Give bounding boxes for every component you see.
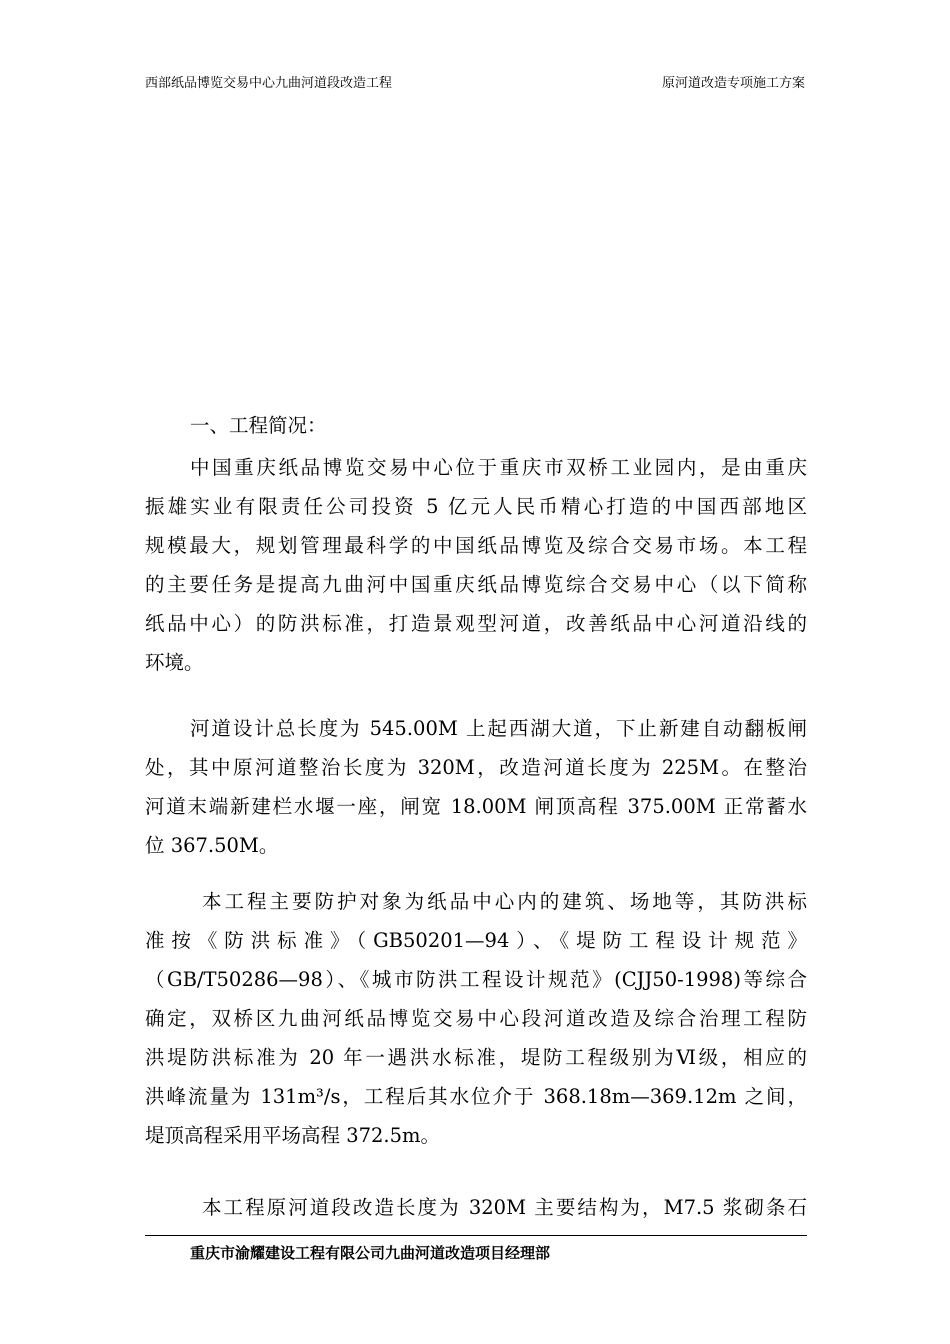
header-project-title: 西部纸品博览交易中心九曲河道段改造工程: [145, 76, 393, 91]
paragraph-line: 洪堤防洪标准为 20 年一遇洪水标准，堤防工程级别为Ⅵ级，相应的: [145, 1046, 807, 1069]
paragraph-line: 准按《防洪标准》（GB50201—94）、《堤防工程设计规范》: [145, 929, 807, 952]
paragraph-line: 中国重庆纸品博览交易中心位于重庆市双桥工业园内，是由重庆: [190, 456, 807, 479]
paragraph-2: [145, 709, 807, 865]
paragraph-line: （GB/T50286—98）、《城市防洪工程设计规范》(CJJ50-1998)等综合: [145, 968, 807, 991]
paragraph-3: [145, 882, 807, 1155]
footer-divider: [145, 1235, 807, 1236]
paragraph-line: 的主要任务是提高九曲河中国重庆纸品博览综合交易中心（以下简称: [145, 573, 807, 596]
paragraph-line: 河道设计总长度为 545.00M 上起西湖大道，下止新建自动翻板闸: [190, 717, 807, 740]
paragraph-line: 确定，双桥区九曲河纸品博览交易中心段河道改造及综合治理工程防: [145, 1007, 807, 1030]
section-heading: [145, 406, 807, 445]
paragraph-1: [145, 448, 807, 682]
header-document-title: 原河道改造专项施工方案: [661, 76, 805, 91]
paragraph-line: 纸品中心）的防洪标准，打造景观型河道，改善纸品中心河道沿线的: [145, 612, 807, 635]
paragraph-4: [145, 1188, 807, 1227]
section-title: 一、工程简况：: [190, 414, 327, 437]
paragraph-line: 处，其中原河道整治长度为 320M，改造河道长度为 225M。在整治: [145, 756, 807, 779]
footer-company: 重庆市渝耀建设工程有限公司九曲河道改造项目经理部: [190, 1244, 551, 1262]
paragraph-line: 位 367.50M。: [145, 834, 279, 857]
paragraph-line: 本工程原河道段改造长度为 320M 主要结构为，M7.5 浆砌条石: [202, 1196, 807, 1219]
paragraph-line: 河道末端新建栏水堰一座，闸宽 18.00M 闸顶高程 375.00M 正常蓄水: [145, 795, 807, 818]
paragraph-line: 本工程主要防护对象为纸品中心内的建筑、场地等，其防洪标: [202, 890, 807, 913]
paragraph-line: 振雄实业有限责任公司投资 5 亿元人民币精心打造的中国西部地区: [145, 495, 807, 518]
paragraph-line: 规模最大，规划管理最科学的中国纸品博览及综合交易市场。本工程: [145, 534, 807, 557]
paragraph-line: 堤顶高程采用平场高程 372.5m。: [145, 1124, 441, 1147]
paragraph-line: 洪峰流量为 131m³/s，工程后其水位介于 368.18m—369.12m 之间，: [145, 1085, 807, 1108]
paragraph-line: 环境。: [145, 651, 204, 674]
